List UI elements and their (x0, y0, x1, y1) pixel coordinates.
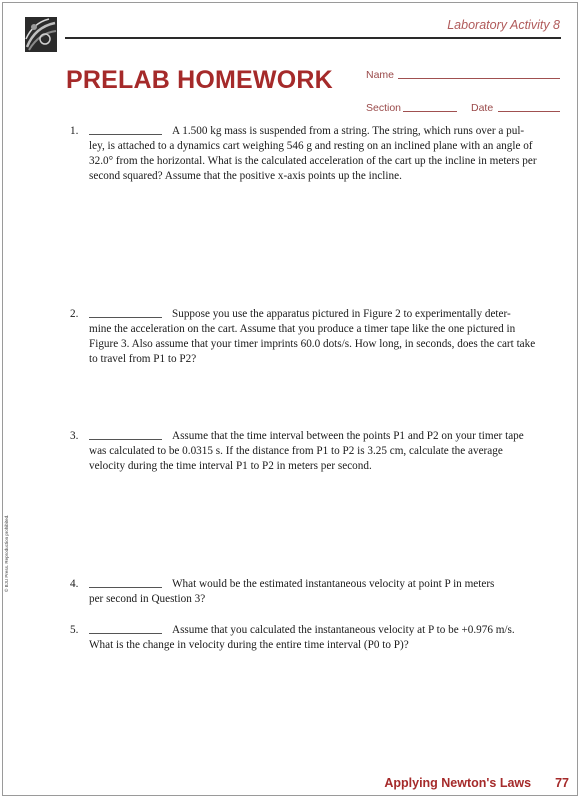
date-label: Date (471, 102, 494, 114)
question-text-continued: was calculated to be 0.0315 s. If the distance from P1 to P2 is 3.25 cm, calculate the average velocity during the time interval P1 to P2 in meters per second. (89, 445, 503, 472)
date-field[interactable] (498, 111, 560, 112)
question-3 (70, 429, 540, 474)
question-1 (70, 124, 540, 184)
header-rule (65, 37, 561, 39)
question-text: Suppose you use the apparatus pictured in Figure 2 to experimentally deter- (172, 308, 511, 320)
section-field[interactable] (403, 111, 457, 112)
question-4 (70, 577, 540, 607)
question-5 (70, 623, 540, 653)
question-number: 1. (70, 125, 79, 137)
answer-blank[interactable] (89, 633, 162, 634)
section-label: Section (366, 102, 402, 114)
answer-blank[interactable] (89, 439, 162, 440)
name-label: Name (366, 69, 395, 81)
name-field[interactable] (398, 78, 560, 79)
answer-blank[interactable] (89, 587, 162, 588)
question-number: 3. (70, 430, 79, 442)
question-number: 4. (70, 578, 79, 590)
answer-blank[interactable] (89, 134, 162, 135)
answer-blank[interactable] (89, 317, 162, 318)
activity-label: Laboratory Activity 8 (447, 18, 560, 32)
question-2 (70, 307, 540, 367)
page-border (2, 2, 578, 796)
publisher-logo-icon (25, 17, 57, 52)
question-text-continued: per second in Question 3? (89, 593, 206, 605)
page-footer (384, 776, 569, 790)
question-text-continued: ley, is attached to a dynamics cart weighing 546 g and resting on an inclined plane with an angle of 32.0° from the horizontal. What is the calculated acceleration of the cart up the incline in meters per second squared? Assume that the positive x-axis points up the incline. (89, 140, 537, 182)
question-text: What would be the estimated instantaneous velocity at point P in meters (172, 578, 495, 590)
question-text: Assume that the time interval between the points P1 and P2 on your timer tape (172, 430, 524, 442)
page-title: PRELAB HOMEWORK (66, 66, 333, 94)
question-text: Assume that you calculated the instantaneous velocity at P to be +0.976 m/s. (172, 624, 515, 636)
question-text: A 1.500 kg mass is suspended from a string. The string, which runs over a pul- (172, 125, 525, 137)
question-number: 5. (70, 624, 79, 636)
question-text-continued: mine the acceleration on the cart. Assume that you produce a timer tape like the one pictured in Figure 3. Also assume that your timer imprints 60.0 dots/s. How long, in seconds, does the cart take to travel from P1 to P2? (89, 323, 536, 365)
copyright-notice: © BJU Press. Reproduction prohibited. (4, 514, 9, 592)
page-number: 77 (555, 776, 569, 790)
question-text-continued: What is the change in velocity during the entire time interval (P0 to P)? (89, 639, 409, 651)
question-number: 2. (70, 308, 79, 320)
unit-title: Applying Newton's Laws (384, 776, 532, 790)
